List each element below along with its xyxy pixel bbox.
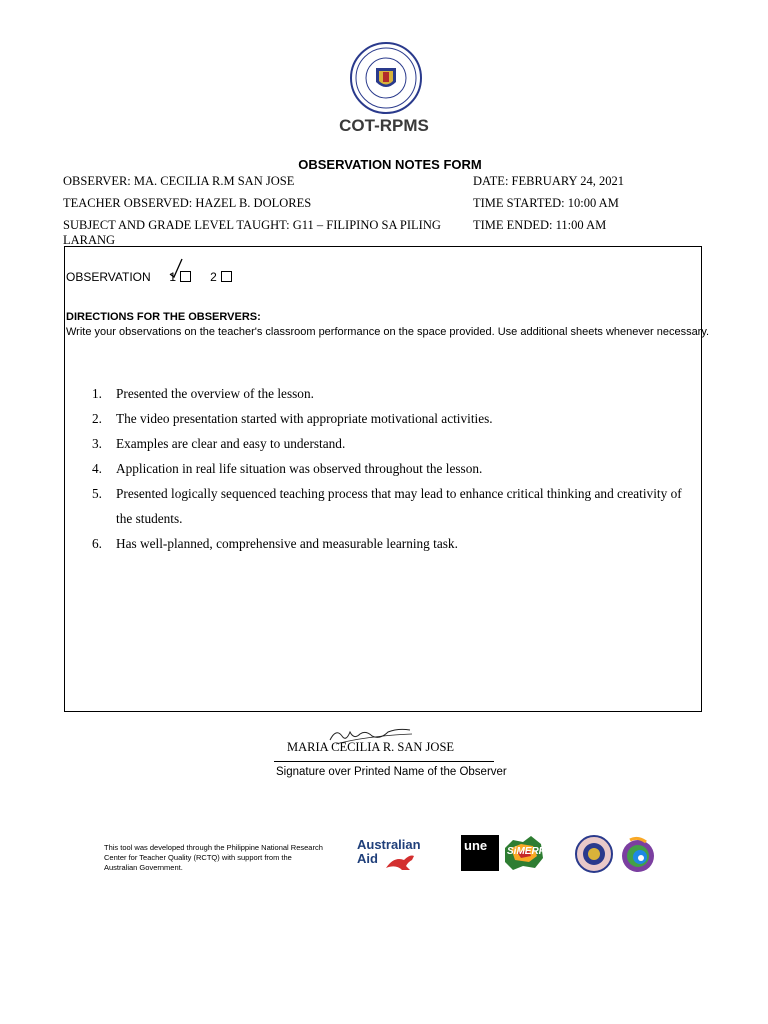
check-mark-icon xyxy=(168,258,184,278)
university-seal-icon xyxy=(575,835,613,873)
date-field: DATE: FEBRUARY 24, 2021 xyxy=(473,174,624,188)
teacher-field: TEACHER OBSERVED: HAZEL B. DOLORES xyxy=(63,196,312,210)
observation-label: OBSERVATION xyxy=(66,270,151,284)
list-item-text: Presented logically sequenced teaching process that may lead to enhance critical thinking and creativity of the students. xyxy=(116,486,682,526)
list-item-text: Examples are clear and easy to understand. xyxy=(116,436,346,451)
footer-note: This tool was developed through the Philippine National Research Center for Teacher Quality (RCTQ) with support from the Australian Government. xyxy=(104,843,323,872)
observation-selector xyxy=(66,270,232,284)
list-item-number: 6. xyxy=(92,536,102,551)
aa-line2: Aid xyxy=(357,851,378,866)
list-item xyxy=(88,531,700,556)
kangaroo-icon xyxy=(384,850,418,872)
directions-text: Write your observations on the teacher's classroom performance on the space provided. Use additional sheets whenever necessary. xyxy=(66,326,710,338)
list-item xyxy=(88,381,700,406)
aa-line1: Australian xyxy=(357,837,421,852)
list-item-number: 5. xyxy=(92,486,102,501)
observer-field: OBSERVER: MA. CECILIA R.M SAN JOSE xyxy=(63,174,295,188)
deped-seal-icon xyxy=(350,42,422,114)
signature-name: MARIA CECILIA R. SAN JOSE xyxy=(287,740,455,754)
time-ended-field: TIME ENDED: 11:00 AM xyxy=(473,218,607,232)
list-item xyxy=(88,431,700,456)
list-item-text: Application in real life situation was observed throughout the lesson. xyxy=(116,461,483,476)
brand-title xyxy=(0,116,768,136)
observation-option-2: 2 xyxy=(210,270,217,284)
form-title: OBSERVATION NOTES FORM xyxy=(298,157,482,172)
signature-caption: Signature over Printed Name of the Observer xyxy=(276,766,507,778)
simerr-text: SiMERR xyxy=(507,846,546,857)
checkbox-2[interactable] xyxy=(221,271,232,282)
list-item xyxy=(88,406,700,431)
list-item-number: 1. xyxy=(92,386,102,401)
list-item-text: Presented the overview of the lesson. xyxy=(116,386,314,401)
list-item xyxy=(88,456,700,481)
list-item-number: 4. xyxy=(92,461,102,476)
list-item-text: Has well-planned, comprehensive and measurable learning task. xyxy=(116,536,458,551)
list-item xyxy=(88,481,700,531)
signature-line xyxy=(274,761,494,762)
observation-option-1: 1 xyxy=(169,270,177,284)
observation-notes-list xyxy=(88,381,700,556)
une-text: une xyxy=(464,838,488,853)
brand-primary: COT- xyxy=(339,116,380,135)
list-item-text: The video presentation started with appropriate motivational activities. xyxy=(116,411,493,426)
rctq-swirl-logo xyxy=(616,834,660,874)
list-item-number: 2. xyxy=(92,411,102,426)
time-started-field: TIME STARTED: 10:00 AM xyxy=(473,196,619,210)
list-item-number: 3. xyxy=(92,436,102,451)
subject-field: SUBJECT AND GRADE LEVEL TAUGHT: G11 – FILIPINO SA PILING LARANG xyxy=(63,218,441,247)
directions-title: DIRECTIONS FOR THE OBSERVERS: xyxy=(66,311,261,323)
brand-secondary: RPMS xyxy=(379,116,429,135)
